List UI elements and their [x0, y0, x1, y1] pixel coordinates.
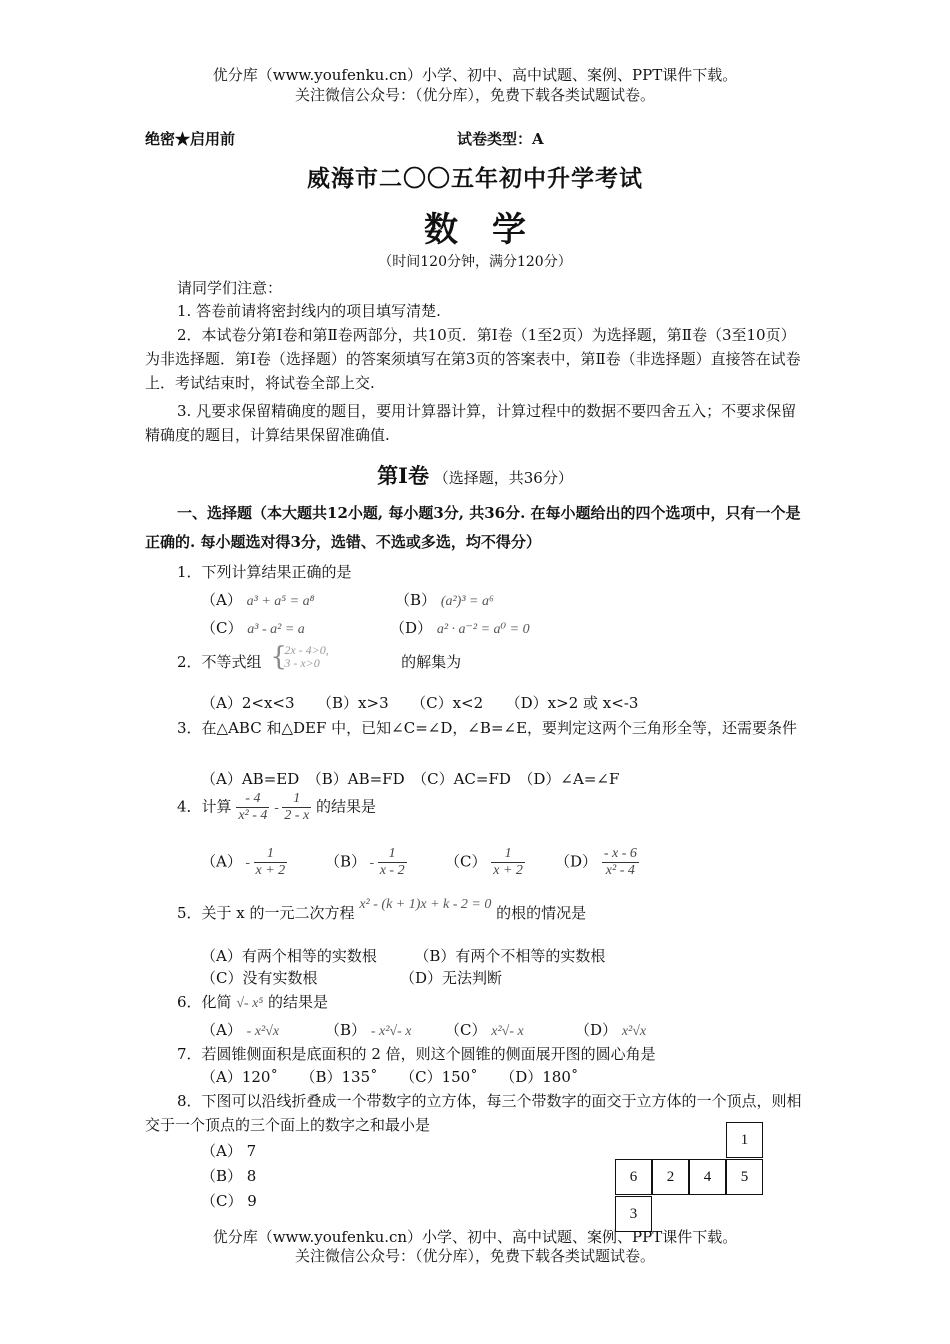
q4-a-label: （A） — [201, 852, 242, 871]
q5-options-ab: （A）有两个相等的实数根 （B）有两个不相等的实数根 — [201, 947, 606, 965]
notice-item-3: 3. 凡要求保留精确度的题目，要用计算器计算，计算过程中的数据不要四舍五入；不要求保留精确度的题目，计算结果保留准确值. — [145, 402, 797, 444]
q8-option-a: （A） 7 — [201, 1142, 257, 1160]
q6-a-expr: - x²√x — [246, 1024, 280, 1039]
q7-options: （A）120˚ （B）135˚ （C）150˚ （D）180˚ — [201, 1068, 579, 1086]
q4-d-num: - x - 6 — [603, 846, 637, 861]
q6-stem-post: 的结果是 — [268, 993, 329, 1011]
q4-stem — [177, 791, 376, 824]
q6-d-expr: x²√x — [621, 1024, 647, 1039]
q4-b-num: 1 — [378, 846, 407, 863]
q4-b-den: x - 2 — [379, 863, 405, 878]
q1-c-expr: a³ - a² = a — [247, 622, 305, 637]
cube-face-5: 5 — [726, 1159, 763, 1195]
q4-c-label: （C） — [445, 852, 487, 871]
q2-sys-line-2: 3 - x>0 — [284, 656, 320, 670]
q4-f2-num: 1 — [282, 791, 311, 808]
part1-heading — [0, 460, 950, 490]
q8-option-c: （C） 9 — [201, 1192, 257, 1210]
q6-c-label: （C） — [445, 1021, 487, 1039]
q4-option-d — [555, 846, 639, 879]
part1-title: 第Ⅰ卷 — [377, 463, 429, 488]
q4-a-den: x + 2 — [255, 863, 286, 878]
q2-stem-pre: 2．不等式组 — [177, 653, 262, 671]
exam-title: 威海市二〇〇五年初中升学考试 — [307, 165, 643, 192]
q4-option-a — [201, 846, 287, 879]
q4-minus: - — [274, 800, 283, 816]
q3-stem: 3．在△ABC 和△DEF 中，已知∠C=∠D，∠B=∠E，要判定这两个三角形全等，还需要条件 — [177, 719, 798, 737]
q1-c-label: （C） — [201, 619, 243, 637]
header-line-2: 关注微信公众号：（优分库），免费下载各类试题试卷。 — [294, 86, 655, 104]
q6-a-label: （A） — [201, 1021, 242, 1039]
q1-a-label: （A） — [201, 591, 242, 609]
q4-a-sign: - — [241, 855, 254, 871]
q4-f1-num: - 4 — [236, 791, 269, 808]
q6-b-label: （B） — [325, 1021, 367, 1039]
cube-face-6: 6 — [615, 1159, 652, 1195]
q2-sys-line-1: 2x - 4>0, — [284, 643, 329, 657]
q4-stem-post: 的结果是 — [316, 797, 377, 816]
notice-item-1: 1. 答卷前请将密封线内的项目填写清楚. — [177, 302, 441, 320]
q6-d-label: （D） — [575, 1021, 618, 1039]
cube-face-2: 2 — [652, 1159, 689, 1195]
q8-option-b: （B） 8 — [201, 1167, 257, 1185]
q4-f2-den: 2 - x — [284, 808, 310, 823]
q2-options: （A）2<x<3 （B）x>3 （C）x<2 （D）x>2 或 x<-3 — [201, 694, 639, 712]
cube-net-figure — [615, 1122, 765, 1237]
q6-c-expr: x²√- x — [491, 1024, 524, 1039]
q6-option-b — [325, 1019, 411, 1040]
q7-stem: 7．若圆锥侧面积是底面积的 2 倍，则这个圆锥的侧面展开图的圆心角是 — [177, 1045, 656, 1063]
q2-stem — [177, 642, 462, 676]
q3-options: （A）AB=ED （B）AB=FD （C）AC=FD （D）∠A=∠F — [201, 770, 620, 788]
q4-d-fraction — [602, 846, 639, 879]
q4-b-fraction — [378, 846, 407, 879]
q1-b-label: （B） — [395, 591, 437, 609]
q1-option-a — [201, 589, 314, 610]
secret-label: 绝密★启用前 — [145, 130, 236, 148]
section1-instructions: 一、选择题（本大题共12小题, 每小题3分, 共36分. 在每小题给出的四个选项中，只有一个是正确的. 每小题选对得3分，选错、不选或多选，均不得分） — [145, 504, 801, 551]
q1-d-expr: a² · a⁻² = a⁰ = 0 — [436, 622, 530, 637]
notice-title: 请同学们注意： — [177, 279, 283, 297]
q6-option-a — [201, 1019, 279, 1040]
q1-stem: 1．下列计算结果正确的是 — [177, 563, 352, 581]
q1-option-c — [201, 617, 305, 638]
q2-stem-tail: 的解集为 — [401, 653, 462, 671]
q4-option-b — [325, 846, 407, 879]
q6-stem — [177, 991, 328, 1012]
q5-stem-pre: 5．关于 x 的一元二次方程 — [177, 904, 355, 922]
q4-d-den: x² - 4 — [605, 863, 635, 878]
q4-c-num: 1 — [491, 846, 525, 863]
q5-options-cd: （C）没有实数根 （D）无法判断 — [201, 969, 503, 987]
q2-inequality-system — [266, 642, 396, 676]
q5-stem — [177, 897, 587, 923]
q6-stem-pre: 6．化简 — [177, 993, 232, 1011]
q5-equation: x² - (k + 1)x + k - 2 = 0 — [359, 897, 492, 912]
footer-line-2: 关注微信公众号：（优分库），免费下载各类试题试卷。 — [294, 1247, 655, 1265]
q4-stem-pre: 4．计算 — [177, 797, 232, 816]
cube-face-3: 3 — [615, 1196, 652, 1232]
q1-option-d — [390, 617, 530, 638]
header-line-1: 优分库（www.youfenku.cn）小学、初中、高中试题、案例、PPT课件下载。 — [212, 66, 738, 84]
q1-a-expr: a³ + a⁵ = a⁸ — [246, 594, 315, 609]
q4-c-den: x + 2 — [493, 863, 523, 878]
paper-type: 试卷类型：A — [457, 130, 544, 148]
brace-icon: { — [270, 642, 287, 672]
q1-option-b — [395, 589, 494, 610]
cube-face-4: 4 — [689, 1159, 726, 1195]
q4-f1-den: x² - 4 — [238, 808, 268, 823]
footer-line-1: 优分库（www.youfenku.cn）小学、初中、高中试题、案例、PPT课件下载。 — [212, 1228, 738, 1246]
q4-fraction-2 — [282, 791, 311, 824]
q6-expr: √- x⁵ — [236, 996, 264, 1011]
q1-b-expr: (a²)³ = a⁶ — [440, 594, 494, 609]
q4-b-label: （B） — [325, 852, 367, 871]
time-note: （时间120分钟，满分120分） — [378, 254, 572, 270]
cube-face-1: 1 — [726, 1122, 763, 1158]
subject-title: 数 学 — [424, 210, 526, 250]
notice-item-2: 2．本试卷分第Ⅰ卷和第Ⅱ卷两部分，共10页．第Ⅰ卷（1至2页）为选择题，第Ⅱ卷（3至10页）为非选择题．第Ⅰ卷（选择题）的答案须填写在第3页的答案表中，第Ⅱ卷（非选择题）直接答在试卷上．考试结束时，将试卷全部上交. — [145, 326, 801, 392]
q4-a-fraction — [254, 846, 288, 879]
q1-d-label: （D） — [390, 619, 433, 637]
q6-b-expr: - x²√- x — [370, 1024, 412, 1039]
q8-stem: 8．下图可以沿线折叠成一个带数字的立方体，每三个带数字的面交于立方体的一个顶点，则相交于一个顶点的三个面上的数字之和最小是 — [145, 1092, 802, 1134]
part1-note: （选择题，共36分） — [433, 469, 573, 487]
q4-fraction-1 — [236, 791, 269, 824]
q4-d-label: （D） — [555, 852, 598, 871]
q4-c-fraction — [491, 846, 525, 879]
q6-option-d — [575, 1019, 646, 1040]
q4-a-num: 1 — [254, 846, 288, 863]
q6-option-c — [445, 1019, 524, 1040]
q4-b-sign: - — [366, 855, 378, 871]
q5-stem-post: 的根的情况是 — [496, 904, 587, 922]
q4-option-c — [445, 846, 525, 879]
